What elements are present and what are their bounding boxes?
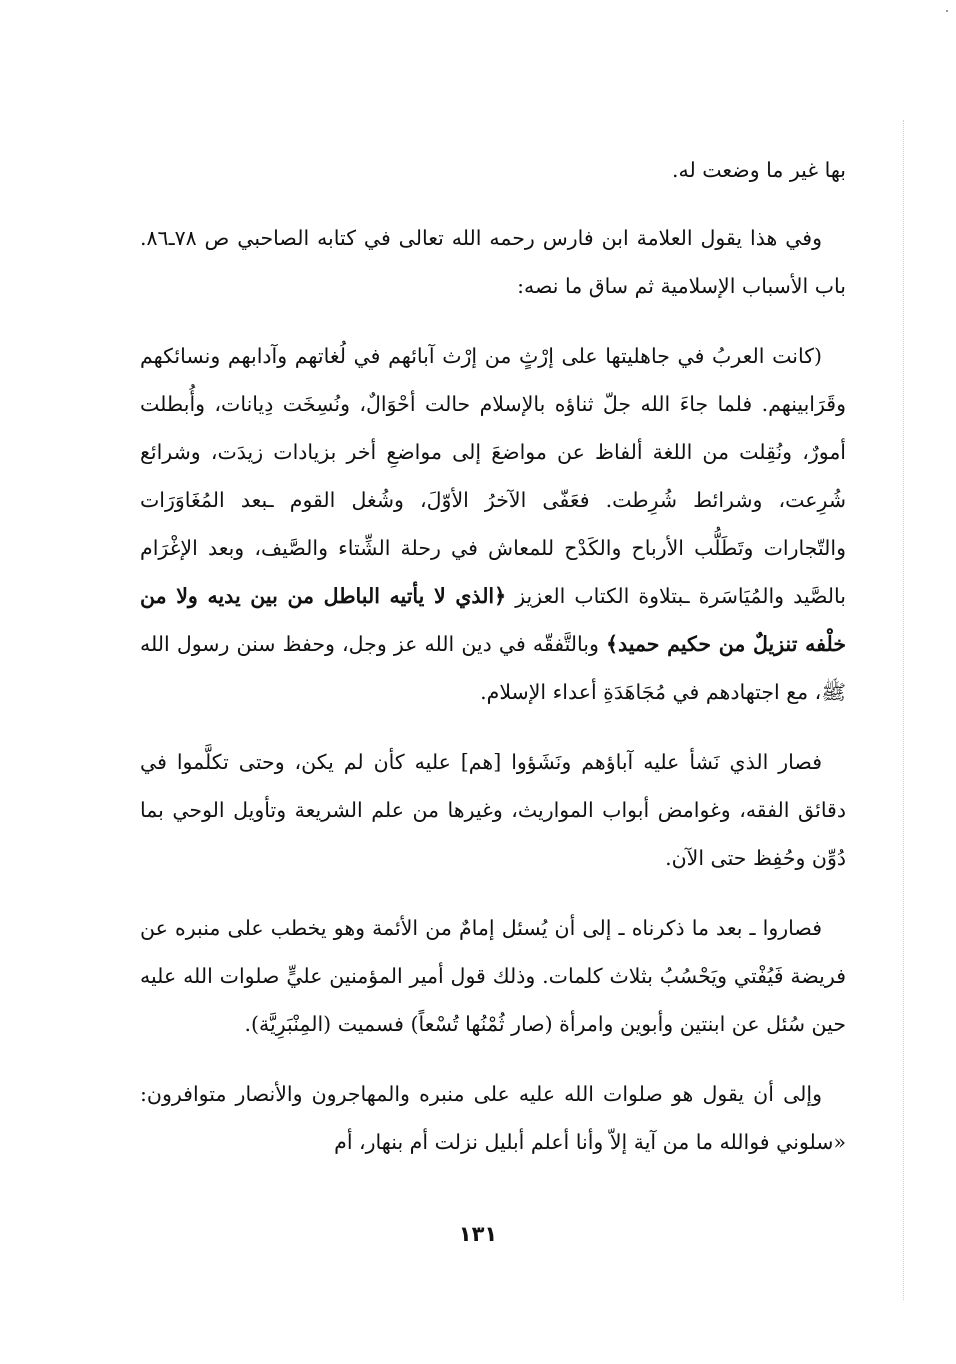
- paragraph-3-quote: [140, 332, 846, 716]
- quote-text-a: (كانت العربُ في جاهليتها على إرْثٍ من إرْث آبائهم في لُغاتهم وآدابهم ونسائكهم وقَرَابينهم. فلما جاءَ الله جلّ ثناؤه بالإسلام حالت أحْوَالٌ، ونُسِخَت دِيانات، وأُبطلت أمورٌ، ونُقِلت من اللغة ألفاظ عن مواضعَ إلى مواضعِ أخر بزيادات زيدَت، وشرائع شُرِعت، وشرائط شُرِطت. فعَفّى الآخرُ الأوّلَ، وشُغل القوم ـبعد المُغَاوَرَات والتّجارات وتَطَلُّب الأرباح والكَدْح للمعاش في رحلة الشِّتاء والصَّيف، وبعد الإغْرَام بالصَّيد والمُيَاسَرة ـبتلاوة الكتاب العزيز: [140, 344, 846, 608]
- page-number: ١٣١: [458, 1222, 498, 1246]
- paragraph-6: وإلى أن يقول هو صلوات الله عليه على منبره والمهاجرون والأنصار متوافرون: «سلوني فوالله ما من آية إلاّ وأنا أعلم أبليل نزلت أم بنهار، أم: [140, 1082, 846, 1154]
- paragraph-2: وفي هذا يقول العلامة ابن فارس رحمه الله تعالى في كتابه الصاحبي ص ٧٨ـ٨٦. باب الأسباب الإسلامية ثم ساق ما نصه:: [140, 226, 846, 298]
- paragraph-1: بها غير ما وضعت له.: [672, 158, 846, 182]
- scan-edge-dots: [902, 120, 904, 1300]
- quran-verse: ﴿الذي لا يأتيه الباطل من بين يديه ولا من خلْفه تنزيلٌ من حكيم حميد﴾: [140, 584, 846, 656]
- quote-text-b: وبالتَّفقّه في دين الله عز وجل، وحفظ سنن رسول الله ﷺ، مع اجتهادهم في مُجَاهَدَةِ أعداء الإسلام.: [140, 632, 846, 704]
- paragraph-5: فصاروا ـ بعد ما ذكرناه ـ إلى أن يُسئل إمامٌ من الأئمة وهو يخطب على منبره عن فريضة فَيُفْتي ويَحْسُبُ بثلاث كلمات. وذلك قول أمير المؤمنين عليٍّ صلوات الله عليه حين سُئل عن ابنتين وأبوين وامرأة (صار ثُمْنُها تُسْعاً) فسميت (المِنْبَرِيَّة).: [140, 916, 846, 1036]
- paragraph-4: فصار الذي نَشأ عليه آباؤهم ونَشَؤوا [هم] عليه كأن لم يكن، وحتى تكلَّموا في دقائق الفقه، وغوامض أبواب المواريث، وغيرها من علم الشريعة وتأويل الوحي بما دُوِّن وحُفِظ حتى الآن.: [140, 750, 846, 870]
- body-text: [140, 146, 846, 1188]
- scan-mark: [946, 10, 948, 12]
